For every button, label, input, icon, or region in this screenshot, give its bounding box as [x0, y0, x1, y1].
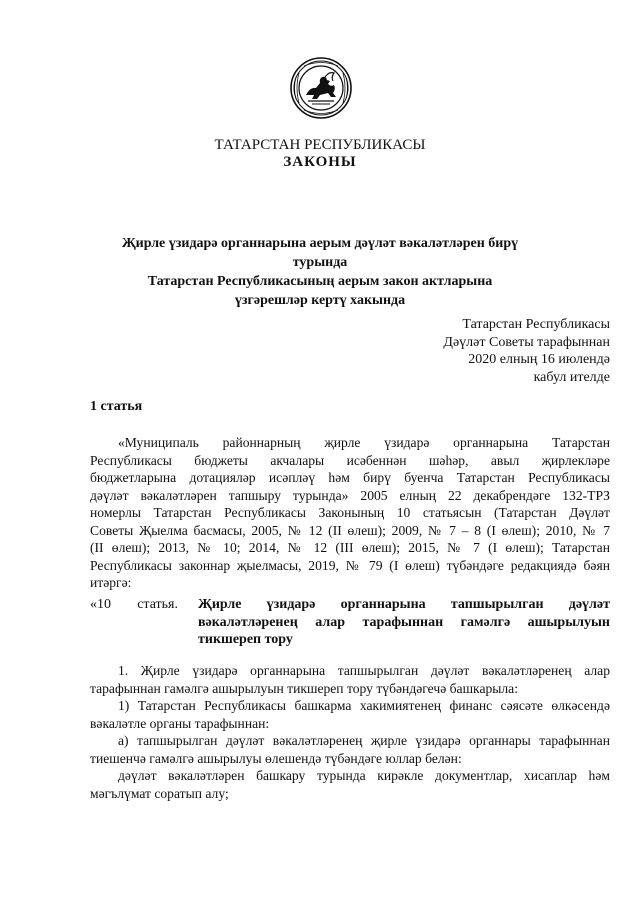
republic-name: ТАТАРСТАН РЕСПУБЛИКАСЫ — [214, 137, 426, 153]
law-label: ЗАКОНЫ — [283, 154, 357, 170]
law-title-line: Татарстан Республикасының аерым закон актларына — [147, 274, 493, 289]
paragraph-line: итәргә: — [90, 575, 132, 590]
adoption-line: Дәүләт Советы тарафыннан — [443, 334, 610, 350]
paragraph-line: мәгълүмат соратып алу; — [90, 785, 229, 801]
paragraph-line: номерлы Татарстан Республикасы Законының 10 статьясын (Татарстан Дәүләт — [90, 505, 610, 520]
adoption-note — [443, 316, 610, 386]
paragraph-line: тарафыннан гамәлгә ашырылуын тикшереп тору түбәндәгечә башкарыла: — [90, 680, 518, 696]
paragraph-line: бюджетларына дотацияләр исәпләү һәм бирү буенча Татарстан Республикасы — [90, 470, 610, 485]
paragraph-line: Советы Җыелма басмасы, 2005, № 12 (II өлеш); 2009, № 7 – 8 (I өлеш); 2010, № 7 — [90, 522, 610, 538]
paragraph-line: дәүләт вәкаләтләрен тапшыру турында» 2005 елның 22 декабрендәге 132-ТРЗ — [90, 487, 610, 503]
adoption-line: Татарстан Республикасы — [462, 317, 610, 332]
paragraph-line: вәкаләтле органы тарафыннан: — [90, 715, 270, 731]
article-10-text — [90, 662, 610, 802]
law-title-line: Җирле үзидарә органнарына аерым дәүләт вәкаләтләрен бирү турында — [121, 236, 519, 270]
paragraph-line: (II өлеш); 2013, № 10; 2014, № 12 (III өлеш); 2015, № 7 (I өлеш); Татарстан — [90, 540, 610, 555]
paragraph-line: а) тапшырылган дәүләт вәкаләтләренең җирле үзидарә органнары тарафыннан — [118, 733, 610, 748]
law-title-line: үзгәрешләр кертү хакында — [234, 293, 406, 308]
adoption-line: 2020 елның 16 июлендә — [468, 352, 610, 367]
article-1-heading: 1 статья — [90, 399, 143, 414]
paragraph-line: «Муниципаль районнарның җирле үзидарә органнарына Татарстан — [118, 435, 610, 450]
coat-of-arms-emblem — [290, 57, 352, 119]
paragraph-line: 1. Җирле үзидарә органнарына тапшырылган дәүләт вәкаләтләренең алар — [118, 663, 610, 678]
paragraph-line: 1) Татарстан Республикасы башкарма хакимиятенең финанс сәясәте өлкәсендә — [118, 698, 610, 713]
heading-line: Җирле үзидарә органнарына тапшырылган дәүләт — [198, 597, 610, 612]
article-10-heading — [198, 596, 610, 649]
paragraph-line: дәүләт вәкаләтләрен башкару турында кирәкле документлар, хисаплар һәм — [118, 768, 610, 783]
paragraph-line: тиешенчә гамәлгә ашырылуы өлешендә түбәндәге юллар белән: — [90, 750, 462, 766]
paragraph-line: Республикасы бюджеты акчалары исәбеннән шәһәр, авыл җирлекләре — [90, 452, 610, 468]
adoption-line: кабул ителде — [533, 369, 610, 385]
law-title — [100, 234, 540, 310]
paragraph-line: Республикасы законнар җыелмасы, 2019, № 79 (I өлеш) түбәндәге редакциядә бәян — [90, 557, 610, 573]
article-10-label: «10 статья. — [90, 597, 178, 612]
heading-line: тикшереп тору — [198, 632, 293, 647]
article-1-text — [90, 434, 610, 592]
heading-line: вәкаләтләренең алар тарафыннан гамәлгә ашырылуын — [198, 614, 610, 630]
